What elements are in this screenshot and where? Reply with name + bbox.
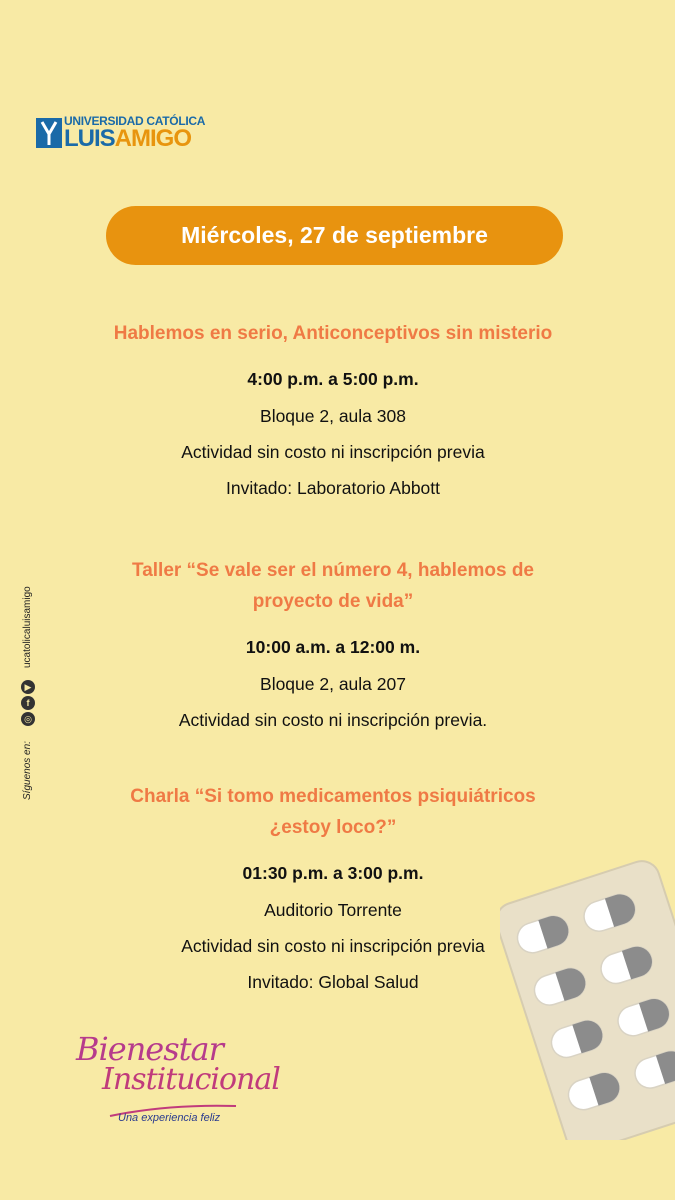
social-label: Síguenos en: <box>22 741 33 800</box>
event-title: Charla “Si tomo medicamentos psiquiátricos ¿estoy loco?” <box>130 786 536 838</box>
date-banner: Miércoles, 27 de septiembre <box>106 206 563 265</box>
university-logo <box>36 110 208 154</box>
event-time: 10:00 a.m. a 12:00 m. <box>245 637 421 657</box>
logo-luis: LUIS <box>64 125 115 152</box>
event-title: Hablemos en serio, Anticonceptivos sin misterio <box>113 323 553 344</box>
logo-line1: UNIVERSIDAD CATÓLICA <box>64 114 206 128</box>
event-cost: Actividad sin costo ni inscripción previa <box>181 442 485 462</box>
social-handle-text: ucatolicaluisamigo <box>22 586 33 668</box>
event-location: Auditorio Torrente <box>264 900 402 920</box>
bienestar-line1: Bienestar <box>76 1030 223 1068</box>
event-location: Bloque 2, aula 207 <box>260 674 406 694</box>
facebook-icon[interactable]: f <box>21 696 35 710</box>
event-guest: Invitado: Laboratorio Abbott <box>225 478 441 498</box>
bienestar-logo <box>72 1030 280 1130</box>
event-2 <box>60 555 606 738</box>
event-1 <box>60 318 606 506</box>
event-title: Taller “Se vale ser el número 4, hablemos de proyecto de vida” <box>132 560 534 612</box>
event-cost: Actividad sin costo ni inscripción previa <box>181 936 485 956</box>
pill-blister-illustration <box>500 850 675 1140</box>
instagram-icon[interactable]: ◎ <box>21 712 35 726</box>
logo-amigo: AMIGO <box>114 125 191 152</box>
youtube-icon[interactable]: ▶ <box>21 680 35 694</box>
event-guest: Invitado: Global Salud <box>247 972 419 992</box>
bienestar-line2: Institucional <box>102 1062 280 1097</box>
bienestar-tagline: Una experiencia feliz <box>118 1112 221 1124</box>
logo-mark-icon <box>36 114 62 150</box>
social-icons <box>21 680 37 728</box>
event-cost: Actividad sin costo ni inscripción previa. <box>178 710 488 730</box>
event-time: 01:30 p.m. a 3:00 p.m. <box>242 863 424 883</box>
event-location: Bloque 2, aula 308 <box>260 406 406 426</box>
event-time: 4:00 p.m. a 5:00 p.m. <box>247 369 419 389</box>
logo-line2 <box>64 126 191 152</box>
